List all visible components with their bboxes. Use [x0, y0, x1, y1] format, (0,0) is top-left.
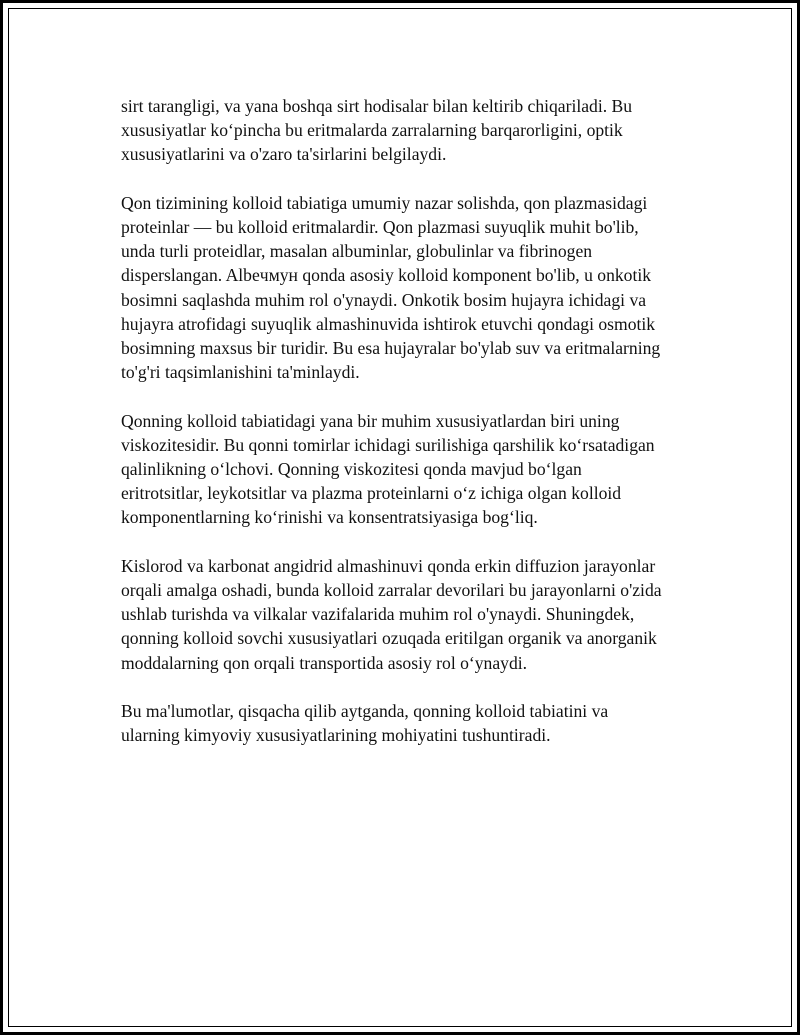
- paragraph-gas-exchange: Kislorod va karbonat angidrid almashinuvi qonda erkin diffuzion jarayonlar orqali amalga oshadi, bunda kolloid zarralar devorilari bu jarayonlarni o'zida ushlab turishda va vilkalar vazifalarida muhim rol o'ynaydi. Shuningdek, qonning kolloid sovchi xususiyatlari ozuqada eritilgan organik va anorganik moddalarning qon orqali transportida asosiy rol o‘ynaydi.: [121, 555, 662, 673]
- paragraph-summary: Bu ma'lumotlar, qisqacha qilib aytganda, qonning kolloid tabiatini va ularning kimyoviy xususiyatlarining mohiyatini tushuntiradi.: [121, 701, 609, 746]
- document-body: [121, 94, 701, 772]
- paragraph-viscosity: Qonning kolloid tabiatidagi yana bir muhim xususiyatlardan biri uning viskozitesidir. Bu qonni tomirlar ichidagi surilishiga qarshilik ko‘rsatadigan qalinlikning o‘lchovi. Qonning viskozitesi qonda mavjud bo‘lgan eritrotsitlar, leykotsitlar va plazma proteinlarni o‘z ichiga olgan kolloid komponentlarning ko‘rinishi va konsentratsiyasiga bog‘liq.: [121, 410, 655, 528]
- paragraph-plasma-proteins: Qon tizimining kolloid tabiatiga umumiy nazar solishda, qon plazmasidagi proteinlar — bu kolloid eritmalardir. Qon plazmasi suyuqlik muhit bo'lib, unda turli proteidlar, masalan albuminlar, globulinlar va fibrinogen disperslangan. Albeчмун qonda asosiy kolloid komponent bo'lib, u onkotik bosimni saqlashda muhim rol o'ynaydi. Onkotik bosim hujayra ichidagi va hujayra atrofidagi suyuqlik almashinuvida ishtirok etuvchi qondagi osmotik bosimning maxsus bir turidir. Bu esa hujayralar bo'ylab suv va eritmalarning to'g'ri taqsimlanishini ta'minlaydi.: [121, 192, 661, 383]
- paragraph-surface-tension: sirt tarangligi, va yana boshqa sirt hodisalar bilan keltirib chiqariladi. Bu xususiyatlar ko‘pincha bu eritmalarda zarralarning barqarorligini, optik xususiyatlarini va o'zaro ta'sirlarini belgilaydi.: [121, 96, 633, 165]
